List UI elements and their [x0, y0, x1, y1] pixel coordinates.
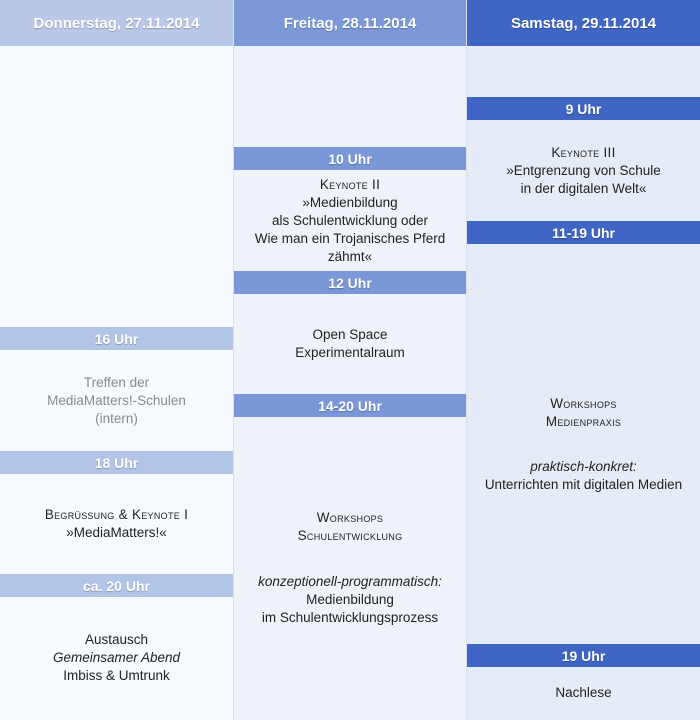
time-slot-10: 10 Uhr [234, 147, 466, 170]
session-workshops-practice [467, 395, 700, 431]
session-keynote-3 [467, 144, 700, 198]
session-keynote-3-line1: »Entgrenzung von Schule [506, 163, 661, 178]
time-slot-12: 12 Uhr [234, 271, 466, 294]
day-header-friday: Freitag, 28.11.2014 [234, 0, 466, 46]
session-workshops-practice-desc-line: Unterrichten mit digitalen Medien [484, 477, 683, 492]
session-workshops-practice-line1: Workshops [550, 396, 617, 411]
session-schools-meeting [0, 374, 233, 428]
time-slot-11-19: 11-19 Uhr [467, 221, 700, 244]
session-schools-meeting-line3: (intern) [95, 411, 138, 426]
session-keynote-2-line1: »Medienbildung [302, 195, 398, 210]
session-workshops-school-desc2: im Schulentwicklungsprozess [261, 610, 439, 625]
day-header-saturday: Samstag, 29.11.2014 [467, 0, 700, 46]
session-closing-text: Nachlese [555, 685, 612, 700]
session-workshops-practice-subtitle: praktisch-konkret: [530, 459, 637, 474]
session-workshops-practice-desc [467, 458, 700, 494]
time-slot-16: 16 Uhr [0, 327, 233, 350]
time-slot-19: 19 Uhr [467, 644, 700, 667]
time-slot-20: ca. 20 Uhr [0, 574, 233, 597]
time-slot-9: 9 Uhr [467, 97, 700, 120]
column-saturday [467, 0, 700, 720]
session-keynote-2-line3: Wie man ein Trojanisches Pferd [254, 231, 446, 246]
session-keynote-2-line4: zähmt« [327, 249, 373, 264]
session-exchange [0, 631, 233, 685]
session-keynote-2-line2: als Schulentwicklung oder [271, 213, 429, 228]
session-workshops-school [234, 509, 466, 545]
time-slot-14-20: 14-20 Uhr [234, 394, 466, 417]
session-schools-meeting-line1: Treffen der [83, 375, 150, 390]
session-keynote-3-title: Keynote III [551, 145, 616, 160]
session-keynote-2-title: Keynote II [319, 177, 381, 192]
time-slot-18: 18 Uhr [0, 451, 233, 474]
session-welcome-keynote [0, 506, 233, 542]
session-workshops-school-desc1: Medienbildung [306, 592, 394, 607]
session-workshops-school-line1: Workshops [316, 510, 384, 525]
session-workshops-practice-line2: Medienpraxis [545, 414, 622, 429]
session-workshops-school-line2: Schulentwicklung [297, 528, 403, 543]
session-keynote-3-line2: in der digitalen Welt« [520, 181, 647, 196]
day-header-thursday: Donnerstag, 27.11.2014 [0, 0, 233, 46]
session-open-space-line1: Open Space [312, 327, 388, 342]
session-exchange-line1: Austausch [84, 632, 149, 647]
session-exchange-line3: Imbiss & Umtrunk [63, 668, 170, 683]
session-workshops-school-subtitle: konzeptionell-programmatisch: [258, 574, 442, 589]
session-welcome-subtitle: »MediaMatters!« [66, 525, 167, 540]
session-keynote-2 [234, 176, 466, 266]
session-exchange-line2: Gemeinsamer Abend [52, 650, 181, 665]
session-schools-meeting-line2: MediaMatters!-Schulen [47, 393, 186, 408]
session-open-space-line2: Experimentalraum [295, 345, 405, 360]
session-open-space [234, 326, 466, 362]
session-workshops-school-desc [234, 573, 466, 627]
column-friday [234, 0, 467, 720]
column-thursday [0, 0, 234, 720]
session-welcome-title: Begrüßung & Keynote I [44, 507, 189, 522]
session-closing [467, 684, 700, 702]
